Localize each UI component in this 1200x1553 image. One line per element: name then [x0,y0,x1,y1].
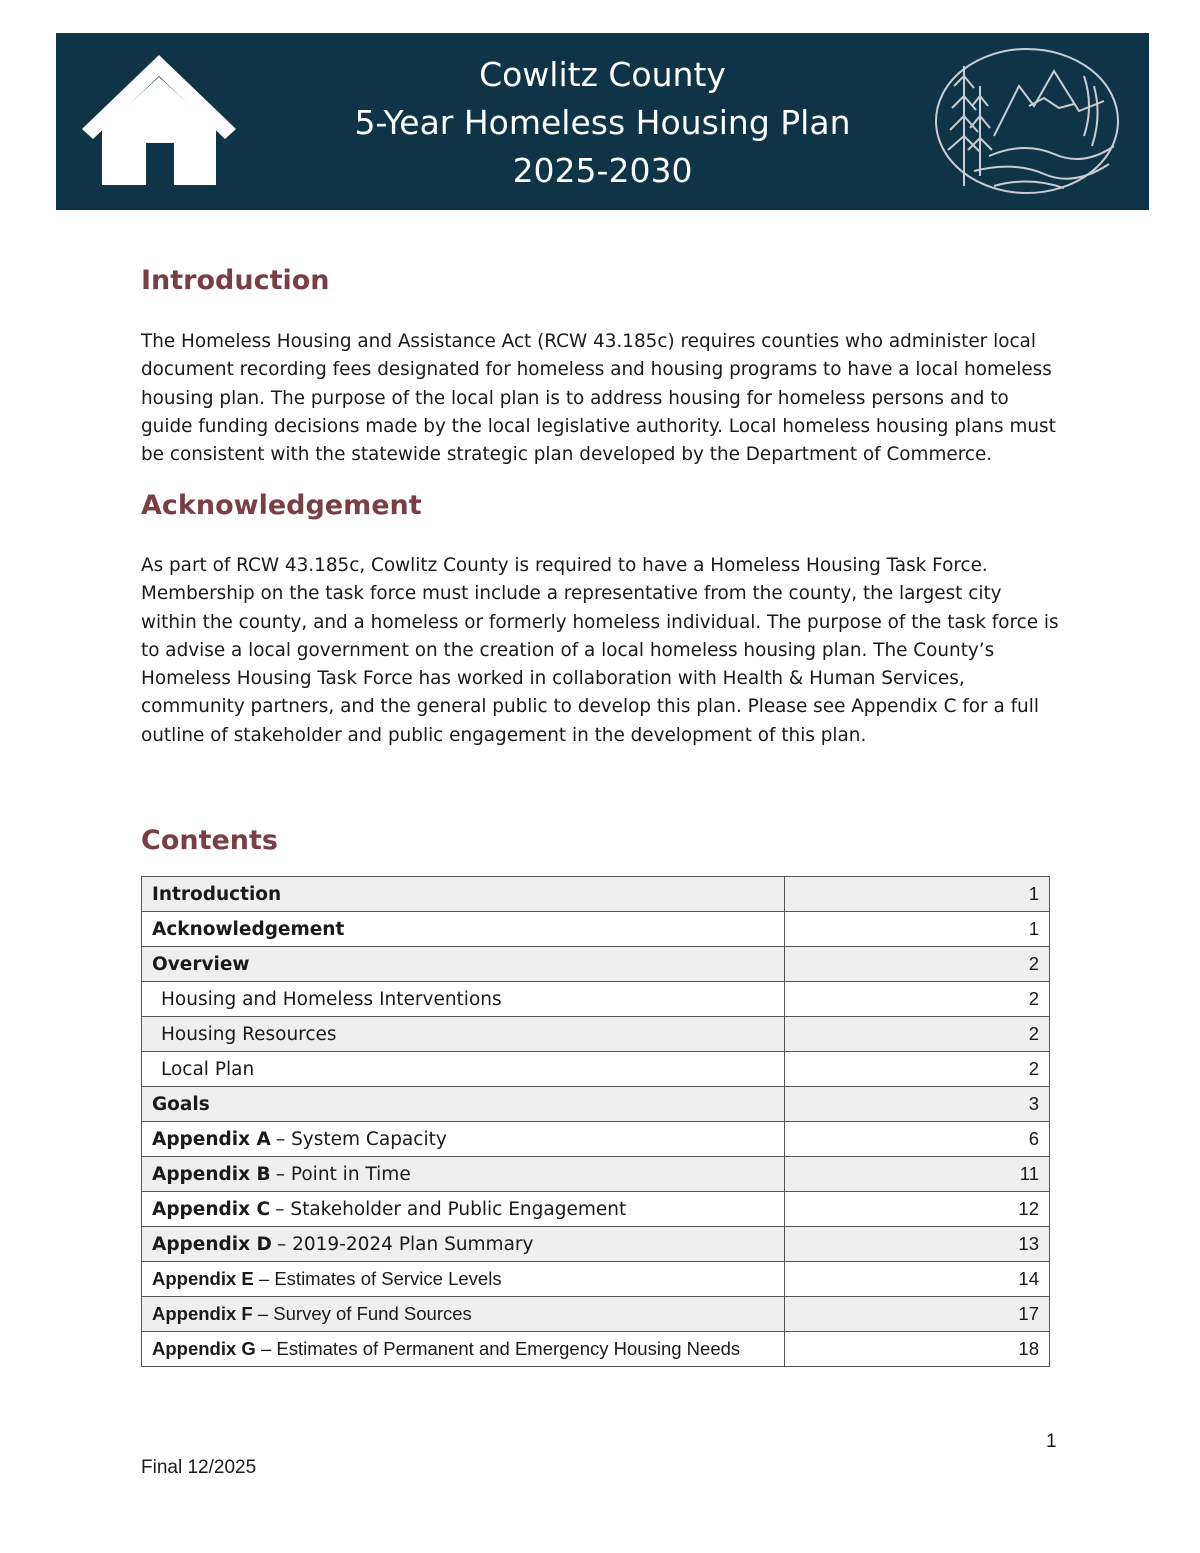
acknowledgement-heading: Acknowledgement [141,490,422,521]
appendix-label: Appendix E [152,1268,254,1289]
appendix-label: Appendix G [152,1338,256,1359]
toc-entry-label[interactable] [142,1297,785,1332]
appendix-description: – System Capacity [275,1129,447,1150]
toc-entry-label[interactable]: Goals [142,1087,785,1122]
toc-entry-page: 3 [785,1087,1050,1122]
table-row[interactable] [142,1087,1050,1122]
toc-entry-label[interactable] [142,1262,785,1297]
table-row[interactable] [142,1262,1050,1297]
appendix-description: – Stakeholder and Public Engagement [275,1199,627,1220]
header-banner [56,33,1149,210]
toc-entry-label[interactable] [142,1122,785,1157]
toc-entry-label[interactable]: Introduction [142,877,785,912]
title-line-3: 2025-2030 [512,151,693,190]
acknowledgement-body-wrap [141,552,1061,750]
table-row[interactable] [142,1122,1050,1157]
toc-entry-page: 12 [785,1192,1050,1227]
toc-entry-page: 2 [785,1017,1050,1052]
toc-entry-label[interactable] [142,1192,785,1227]
table-row[interactable] [142,947,1050,982]
appendix-label: Appendix D [152,1234,272,1255]
toc-entry-page: 2 [785,982,1050,1017]
introduction-heading: Introduction [141,265,330,296]
toc-entry-label[interactable] [142,1227,785,1262]
document-title [256,51,949,195]
introduction-section [141,264,1061,298]
toc-entry-page: 2 [785,1052,1050,1087]
appendix-description: – 2019-2024 Plan Summary [276,1234,534,1255]
toc-entry-page: 6 [785,1122,1050,1157]
appendix-description: – Estimates of Permanent and Emergency Housing Needs [260,1338,741,1359]
table-row[interactable] [142,912,1050,947]
toc-entry-page: 18 [785,1332,1050,1367]
acknowledgement-section [141,489,1061,523]
table-row[interactable] [142,877,1050,912]
introduction-body: The Homeless Housing and Assistance Act (RCW 43.185c) requires counties who administer local document recording fees designated for homeless and housing programs to have a local homeless housing plan. The purpose of the local plan is to address housing for homeless persons and to guide funding decisions made by the local legislative authority. Local homeless housing plans must be consistent with the statewide strategic plan developed by the Department of Commerce. [141,331,1056,466]
introduction-body-wrap [141,328,1061,469]
table-row[interactable] [142,1052,1050,1087]
contents-heading: Contents [141,825,279,856]
appendix-label: Appendix A [152,1129,271,1150]
table-row[interactable] [142,1017,1050,1052]
table-row[interactable] [142,1332,1050,1367]
toc-entry-page: 1 [785,912,1050,947]
table-row[interactable] [142,1297,1050,1332]
county-seal-icon [934,46,1121,196]
table-row[interactable] [142,982,1050,1017]
table-row[interactable] [142,1157,1050,1192]
title-line-2: 5-Year Homeless Housing Plan [354,103,851,142]
appendix-description: – Estimates of Service Levels [258,1268,502,1289]
toc-entry-label[interactable]: Housing and Homeless Interventions [142,982,785,1017]
page-number: 1 [1046,1431,1057,1452]
toc-entry-page: 14 [785,1262,1050,1297]
table-row[interactable] [142,1192,1050,1227]
contents-section [141,824,1061,858]
toc-entry-page: 11 [785,1157,1050,1192]
toc-entry-label[interactable]: Housing Resources [142,1017,785,1052]
toc-entry-label[interactable]: Overview [142,947,785,982]
toc-entry-label[interactable]: Acknowledgement [142,912,785,947]
appendix-description: – Survey of Fund Sources [257,1303,472,1324]
house-icon [80,53,238,187]
toc-entry-page: 2 [785,947,1050,982]
title-line-1: Cowlitz County [479,55,726,94]
toc-entry-label[interactable]: Local Plan [142,1052,785,1087]
appendix-label: Appendix F [152,1303,253,1324]
toc-entry-page: 17 [785,1297,1050,1332]
toc-entry-label[interactable] [142,1157,785,1192]
appendix-label: Appendix B [152,1164,271,1185]
appendix-label: Appendix C [152,1199,271,1220]
appendix-description: – Point in Time [275,1164,411,1185]
contents-table [141,876,1050,1367]
toc-entry-page: 13 [785,1227,1050,1262]
toc-entry-page: 1 [785,877,1050,912]
table-row[interactable] [142,1227,1050,1262]
toc-entry-label[interactable] [142,1332,785,1367]
acknowledgement-body: As part of RCW 43.185c, Cowlitz County is required to have a Homeless Housing Task Force. Membership on the task force must include a representative from the county, the largest city within the county, and a homeless or formerly homeless individual. The purpose of the task force is to advise a local government on the creation of a local homeless housing plan. The County’s Homeless Housing Task Force has worked in collaboration with Health & Human Services, community partners, and the general public to develop this plan. Please see Appendix C for a full outline of stakeholder and public engagement in the development of this plan. [141,555,1059,746]
footer-status: Final 12/2025 [141,1457,257,1478]
